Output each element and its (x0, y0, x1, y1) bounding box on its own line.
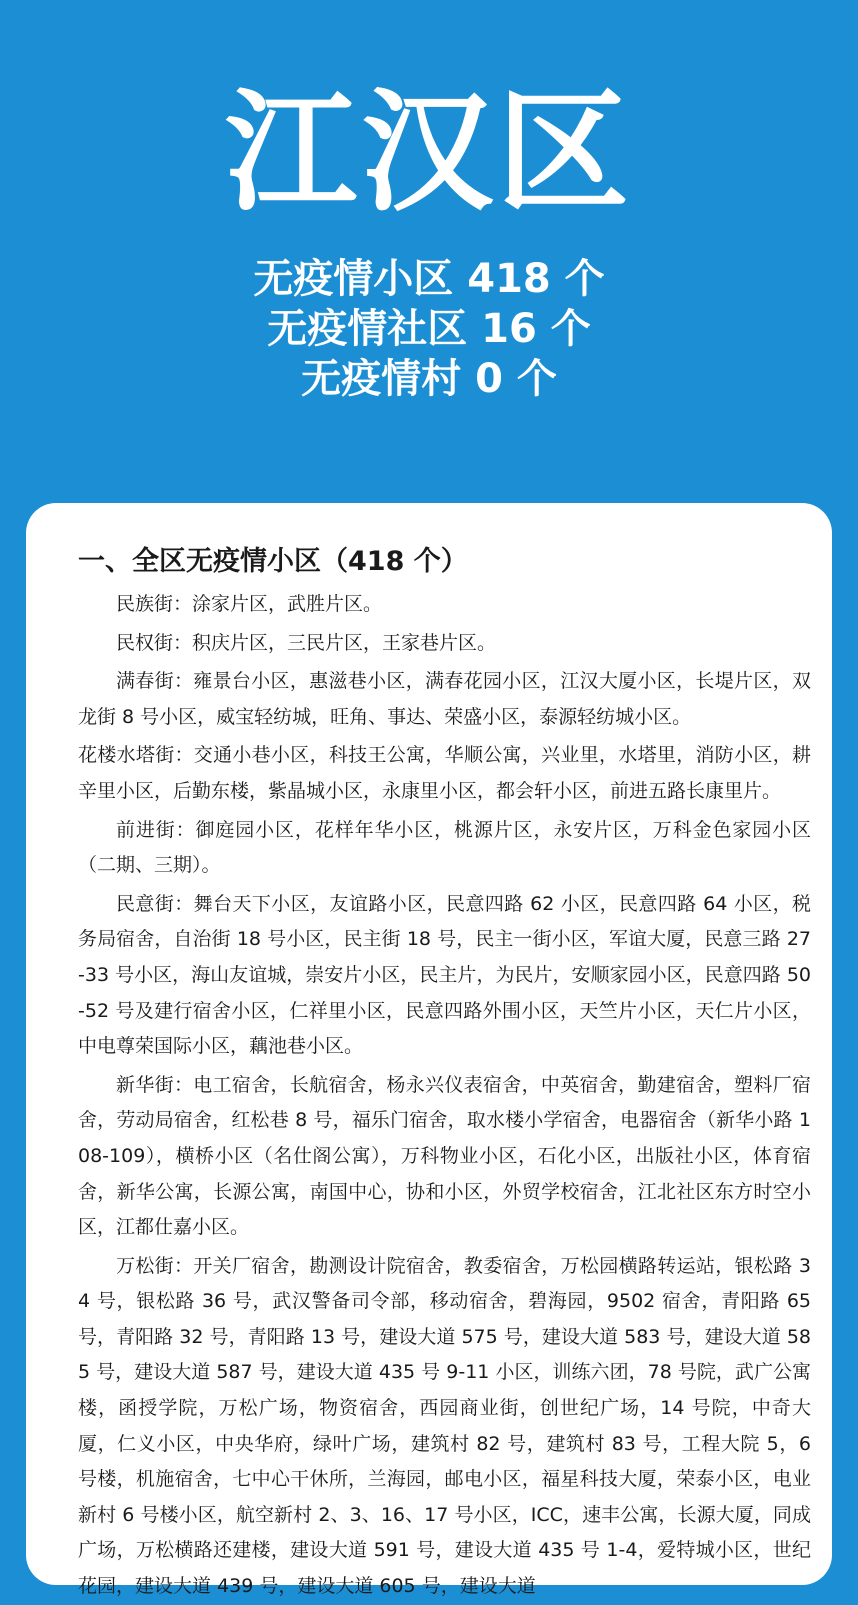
paragraph-wansong: 万松街：开关厂宿舍，勘测设计院宿舍，教委宿舍，万松园横路转运站，银松路 34 号，银松路 36 号，武汉警备司令部，移动宿舍，碧海园，9502 宿舍，青阳路 65 号，青阳路 32 号，青阳路 13 号，建设大道 575 号，建设大道 583 号，建设大道 585 号，建设大道 587 号，建设大道 435 号 9-11 小区，训练六团，78 号院，武广公寓楼，函授学院，万松广场，物资宿舍，西园商业街，创世纪广场，14 号院，中奇大厦，仁义小区，中央华府，绿叶广场，建筑村 82 号，建筑村 83 号，工程大院 5，6 号楼，机施宿舍，七中心干休所，兰海园，邮电小区，福星科技大厦，荣泰小区，电业新村 6 号楼小区，航空新村 2、3、16、17 号小区，ICC，速丰公寓，长源大厦，同成广场，万松横路还建楼，建设大道 591 号，建设大道 435 号 1-4，爱特城小区，世纪花园，建设大道 439 号，建设大道 605 号，建设大道 (78, 1254, 811, 1598)
content-card (26, 503, 832, 1598)
paragraph-xinhua: 新华街：电工宿舍，长航宿舍，杨永兴仪表宿舍，中英宿舍，勤建宿舍，塑料厂宿舍，劳动局宿舍，红松巷 8 号，福乐门宿舍，取水楼小学宿舍，电器宿舍（新华小路 108-109），横桥小区（名仕阁公寓），万科物业小区，石化小区，出版社小区，体育宿舍，新华公寓，长源公寓，南国中心，协和小区，外贸学校宿舍，江北社区东方时空小区，江都仕嘉小区。 (78, 1073, 811, 1239)
section-title: 一、全区无疫情小区（418 个） (78, 546, 468, 577)
stat-communities: 无疫情社区 16 个 (267, 306, 591, 352)
paragraph-minzu: 民族街：涂家片区，武胜片区。 (116, 593, 383, 615)
paragraph-manchun: 满春街：雍景台小区，惠滋巷小区，满春花园小区，江汉大厦小区，长堤片区，双龙街 8 号小区，威宝轻纺城，旺角、事达、荣盛小区，泰源轻纺城小区。 (78, 670, 811, 728)
content-body (78, 541, 811, 1605)
paragraph-qianjin: 前进街：御庭园小区，花样年华小区，桃源片区，永安片区，万科金色家园小区（二期、三期）。 (78, 818, 811, 877)
stat-villages: 无疫情村 0 个 (301, 356, 557, 402)
paragraph-minquan: 民权街：积庆片区，三民片区，王家巷片区。 (116, 631, 497, 654)
header (0, 0, 858, 500)
paragraph-hualou: 花楼水塔街：交通小巷小区，科技王公寓，华顺公寓，兴业里，水塔里，消防小区，耕辛里小区，后勤东楼，紫晶城小区，永康里小区，都会轩小区，前进五路长康里片。 (78, 744, 811, 802)
paragraph-minyi: 民意街：舞台天下小区，友谊路小区，民意四路 62 小区，民意四路 64 小区，税务局宿舍，自治街 18 号小区，民主街 18 号，民主一街小区，军谊大厦，民意三路 27-33 号小区，海山友谊城，崇安片小区，民主片，为民片，安顺家园小区，民意四路 50-52 号及建行宿舍小区，仁祥里小区，民意四路外围小区，天竺片小区，天仁片小区，中电尊荣国际小区，藕池巷小区。 (78, 892, 811, 1058)
stats-block (0, 254, 858, 404)
district-title: 江汉区 (225, 76, 633, 230)
stat-communities-small: 无疫情小区 418 个 (253, 256, 605, 302)
